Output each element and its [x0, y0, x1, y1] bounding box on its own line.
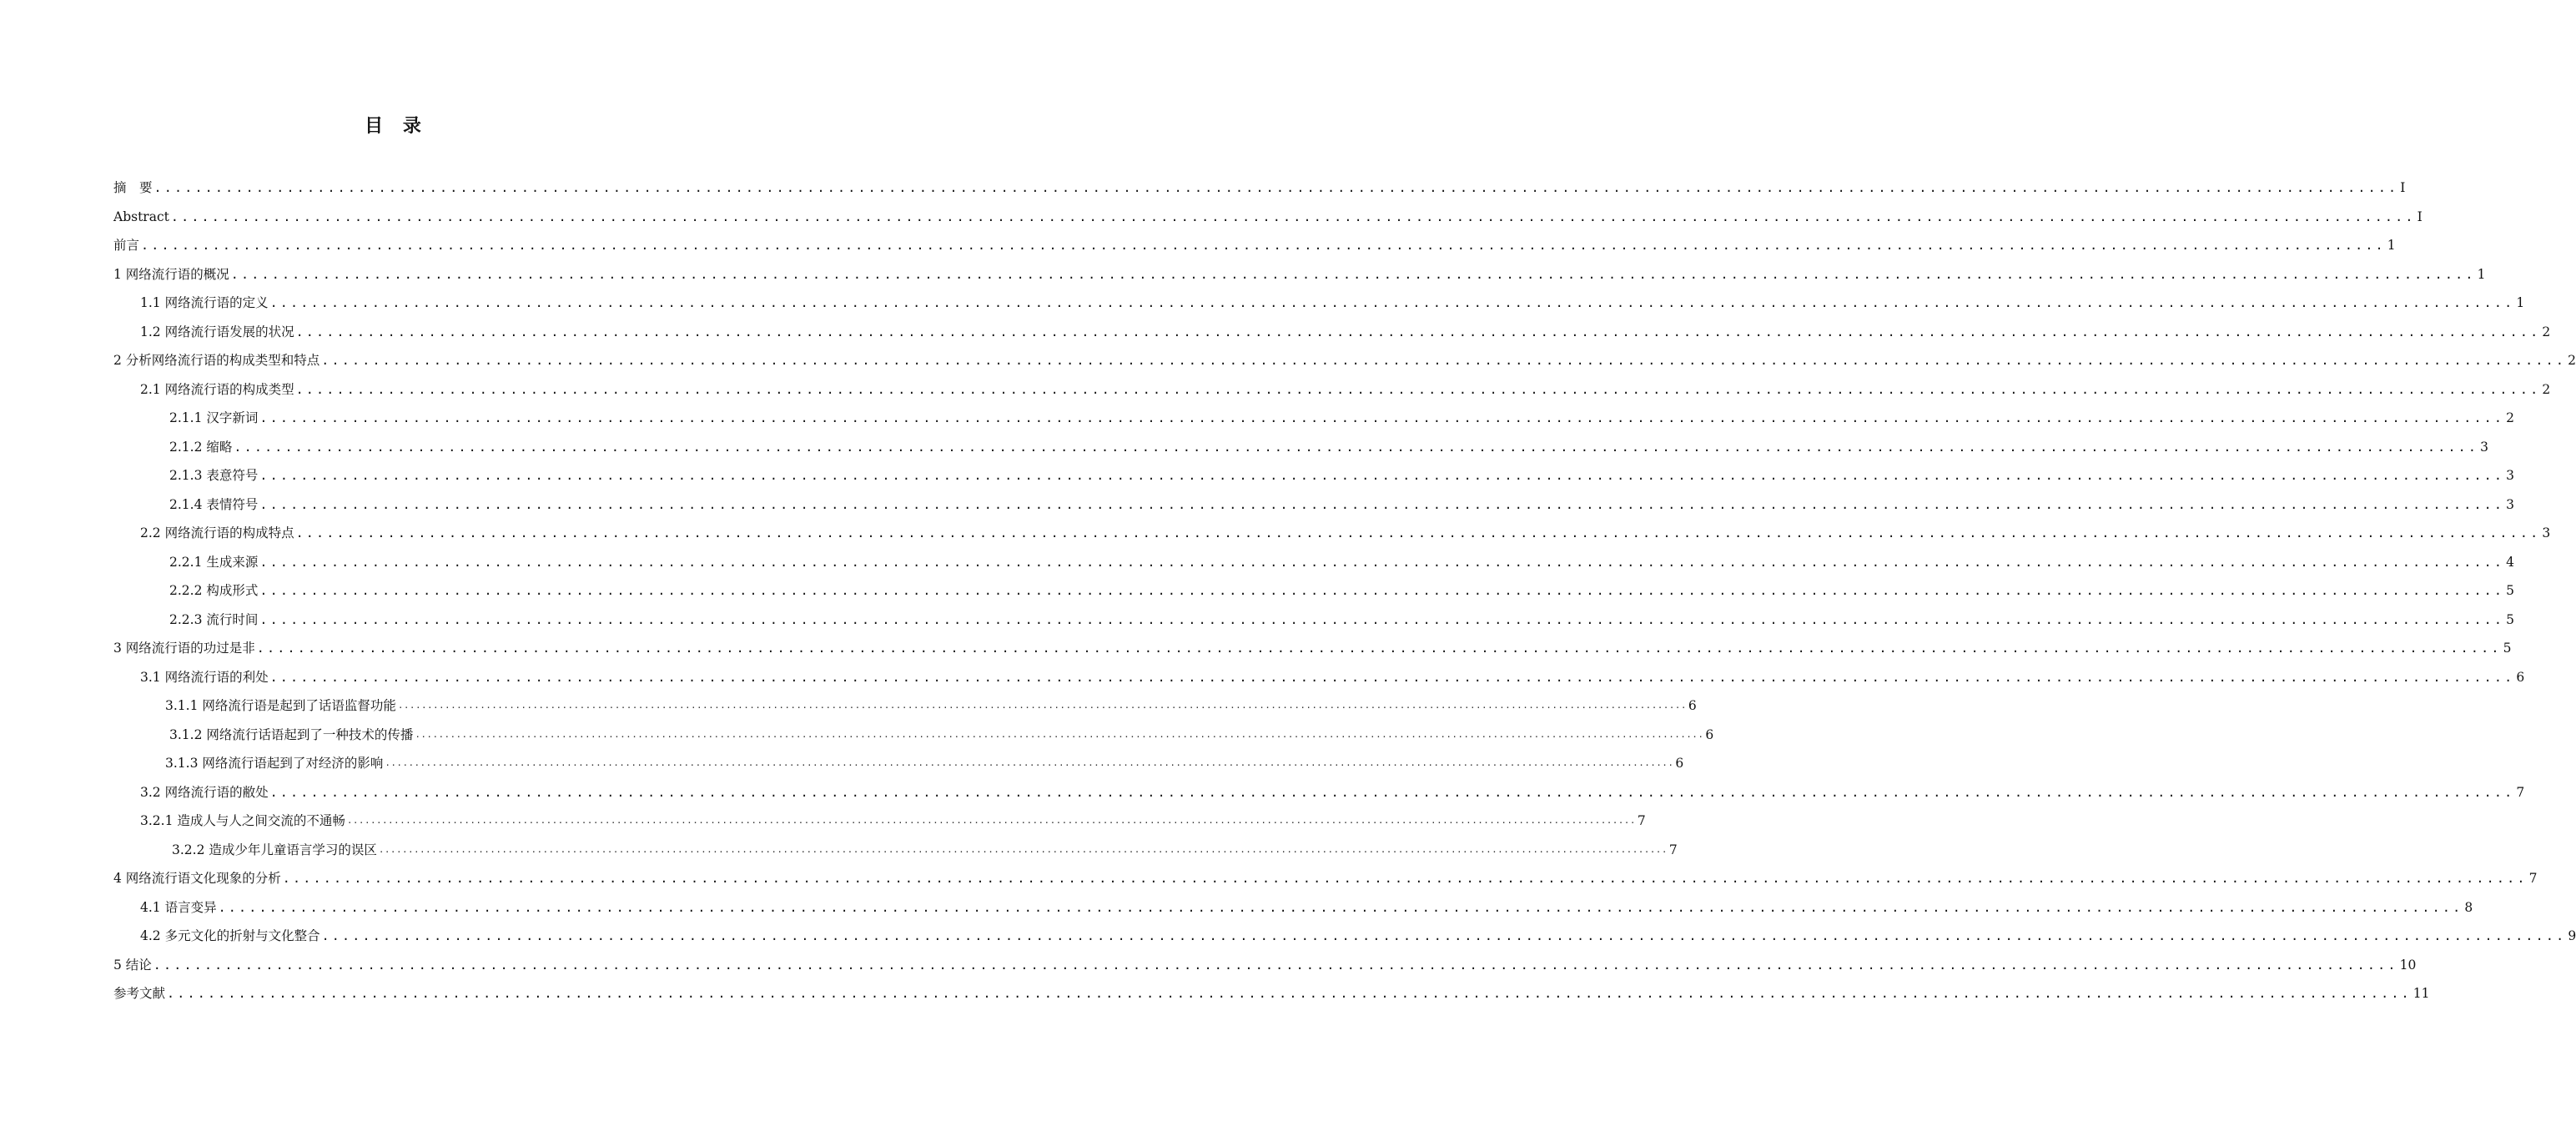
- toc-dot-leader: ............................................................................................................................................................................................................................: [234, 439, 2479, 455]
- toc-page-number: 3: [2542, 525, 2551, 540]
- toc-entry[interactable]: [113, 862, 2538, 887]
- toc-entry-label: 摘 要: [113, 180, 153, 195]
- toc-entry[interactable]: [113, 229, 2396, 254]
- toc-dot-leader: ............................................................................................................................................................................................................................: [259, 410, 2505, 425]
- toc-entry[interactable]: [169, 546, 2515, 571]
- toc-page-number: 7: [2528, 871, 2538, 886]
- toc-entry[interactable]: [113, 259, 2486, 284]
- toc-dot-leader: ............................................................................................................................................................................................................................: [259, 611, 2505, 627]
- toc-entry[interactable]: [113, 632, 2512, 657]
- toc-dot-leader: ............................................................................................................................................................................................................................: [346, 815, 1636, 826]
- toc-entry-label: 3 网络流行语的功过是非: [113, 641, 255, 656]
- toc-dot-leader: ............................................................................................................................................................................................................................: [167, 986, 2412, 1001]
- toc-page-number: 6: [1688, 698, 1697, 713]
- toc-entry-label: 3.1 网络流行语的利处: [140, 669, 269, 685]
- toc-dot-leader: ............................................................................................................................................................................................................................: [295, 525, 2541, 540]
- toc-page-number: 7: [1668, 842, 1678, 857]
- toc-page-number: 3: [2506, 496, 2515, 512]
- toc-entry[interactable]: [113, 949, 2417, 974]
- toc-entry-label: 前言: [113, 238, 140, 253]
- toc-dot-leader: ............................................................................................................................................................................................................................: [259, 554, 2505, 570]
- toc-entry[interactable]: [169, 402, 2515, 427]
- toc-entry-label: 2 分析网络流行语的构成类型和特点: [113, 353, 320, 368]
- toc-page-number: 10: [2399, 957, 2417, 973]
- toc-page-number: 6: [1705, 726, 1714, 742]
- toc-entry-label: 4.2 多元文化的折射与文化整合: [140, 928, 320, 943]
- toc-entry[interactable]: [169, 604, 2515, 629]
- toc-entry-label: 2.2.2 构成形式: [169, 583, 259, 598]
- toc-entry-label: 5 结论: [113, 957, 152, 973]
- toc-entry[interactable]: [140, 316, 2551, 341]
- toc-dot-leader: ............................................................................................................................................................................................................................: [259, 468, 2505, 483]
- toc-dot-leader: ............................................................................................................................................................................................................................: [256, 641, 2502, 656]
- toc-dot-leader: ............................................................................................................................................................................................................................: [415, 728, 1704, 740]
- toc-page-number: 6: [1675, 756, 1684, 771]
- toc-page-number: 11: [2412, 986, 2430, 1001]
- toc-entry-label: 4 网络流行语文化现象的分析: [113, 871, 281, 886]
- toc-dot-leader: ............................................................................................................................................................................................................................: [141, 238, 2386, 253]
- toc-dot-leader: ............................................................................................................................................................................................................................: [170, 209, 2416, 224]
- toc-entry[interactable]: [169, 460, 2515, 485]
- toc-entry-label: 1.2 网络流行语发展的状况: [140, 324, 294, 339]
- toc-page-number: 3: [2506, 468, 2515, 483]
- toc-dot-leader: ............................................................................................................................................................................................................................: [153, 180, 2399, 195]
- toc-page-number: 2: [2542, 324, 2551, 339]
- toc-entry[interactable]: [140, 661, 2525, 686]
- toc-dot-leader: ............................................................................................................................................................................................................................: [385, 757, 1674, 768]
- toc-dot-leader: ............................................................................................................................................................................................................................: [269, 295, 2515, 310]
- toc-dot-leader: ............................................................................................................................................................................................................................: [259, 496, 2505, 512]
- toc-entry-label: 1.1 网络流行语的定义: [140, 295, 269, 310]
- toc-entry-label: 2.1 网络流行语的构成类型: [140, 381, 294, 397]
- toc-entry-label: 2.1.3 表意符号: [169, 468, 259, 483]
- toc-entry[interactable]: [169, 431, 2489, 456]
- toc-page-number: 3: [2480, 439, 2489, 455]
- toc-dot-leader: ............................................................................................................................................................................................................................: [230, 266, 2476, 282]
- toc-title: 目 录: [365, 116, 428, 137]
- toc-entry[interactable]: [140, 287, 2525, 312]
- toc-page-number: 2: [2542, 381, 2551, 397]
- toc-entry[interactable]: [140, 892, 2473, 917]
- toc-page-number: 7: [1637, 813, 1646, 828]
- toc-dot-leader: ............................................................................................................................................................................................................................: [153, 957, 2398, 973]
- toc-entry[interactable]: [169, 719, 1714, 744]
- toc-page-number: 1: [2516, 295, 2525, 310]
- toc-entry-label: 3.2.1 造成人与人之间交流的不通畅: [140, 813, 345, 828]
- toc-entry-label: 4.1 语言变异: [140, 899, 217, 915]
- toc-entry[interactable]: [140, 517, 2551, 542]
- toc-dot-leader: ............................................................................................................................................................................................................................: [295, 324, 2541, 339]
- toc-page-number: 2: [2506, 410, 2515, 425]
- toc-entry-label: 3.2.2 造成少年儿童语言学习的误区: [172, 842, 377, 857]
- toc-page-number: 5: [2506, 611, 2515, 627]
- toc-entry-label: 2.2.1 生成来源: [169, 554, 259, 570]
- toc-entry[interactable]: [172, 834, 1678, 859]
- toc-entry-label: 3.1.1 网络流行语是起到了话语监督功能: [165, 698, 396, 713]
- toc-entry-label: 2.1.2 缩略: [169, 439, 233, 455]
- toc-dot-leader: ............................................................................................................................................................................................................................: [295, 381, 2541, 397]
- toc-entry[interactable]: [113, 172, 2406, 197]
- toc-page-number: I: [2400, 180, 2406, 195]
- toc-dot-leader: ............................................................................................................................................................................................................................: [282, 871, 2528, 886]
- toc-page-number: 2: [2568, 353, 2576, 368]
- toc-dot-leader: ............................................................................................................................................................................................................................: [397, 700, 1687, 711]
- toc-page-number: 5: [2506, 583, 2515, 598]
- toc-entry[interactable]: [140, 805, 1646, 830]
- toc-page-number: 8: [2464, 899, 2473, 915]
- toc-entry-label: 2.2.3 流行时间: [169, 611, 259, 627]
- toc-entry[interactable]: [169, 489, 2515, 514]
- toc-dot-leader: ............................................................................................................................................................................................................................: [321, 353, 2567, 368]
- toc-entry[interactable]: [165, 690, 1697, 715]
- toc-entry[interactable]: [169, 575, 2515, 600]
- toc-entry[interactable]: [113, 201, 2423, 226]
- toc-page-number: 4: [2506, 554, 2515, 570]
- toc-dot-leader: ............................................................................................................................................................................................................................: [218, 899, 2463, 915]
- toc-entry[interactable]: [113, 978, 2430, 1003]
- toc-page-number: 5: [2503, 641, 2512, 656]
- toc-entry-label: 3.1.2 网络流行话语起到了一种技术的传播: [169, 726, 414, 742]
- toc-page-number: 9: [2568, 928, 2576, 943]
- toc-page-number: 6: [2516, 669, 2525, 685]
- toc-entry[interactable]: [140, 374, 2551, 399]
- toc-page-number: 1: [2477, 266, 2486, 282]
- toc-page-number: 7: [2516, 784, 2525, 800]
- toc-entry-label: Abstract: [113, 209, 169, 224]
- toc-entry-label: 2.2 网络流行语的构成特点: [140, 525, 294, 540]
- toc-page-number: 1: [2387, 238, 2396, 253]
- toc-entry[interactable]: [113, 344, 2576, 369]
- toc-entry[interactable]: [140, 777, 2525, 802]
- toc-entry[interactable]: [140, 920, 2576, 945]
- toc-page-number: I: [2417, 209, 2423, 224]
- toc-dot-leader: ............................................................................................................................................................................................................................: [269, 669, 2515, 685]
- toc-entry-label: 参考文献: [113, 986, 166, 1001]
- toc-entry-label: 3.1.3 网络流行语起到了对经济的影响: [165, 756, 384, 771]
- toc-dot-leader: ............................................................................................................................................................................................................................: [321, 928, 2567, 943]
- toc-entry-label: 1 网络流行语的概况: [113, 266, 229, 282]
- toc-dot-leader: ............................................................................................................................................................................................................................: [378, 843, 1668, 855]
- toc-entry[interactable]: [165, 747, 1684, 772]
- toc-dot-leader: ............................................................................................................................................................................................................................: [269, 784, 2515, 800]
- toc-entry-label: 3.2 网络流行语的敝处: [140, 784, 269, 800]
- toc-entry-label: 2.1.1 汉字新词: [169, 410, 259, 425]
- toc-dot-leader: ............................................................................................................................................................................................................................: [259, 583, 2505, 598]
- toc-entry-label: 2.1.4 表情符号: [169, 496, 259, 512]
